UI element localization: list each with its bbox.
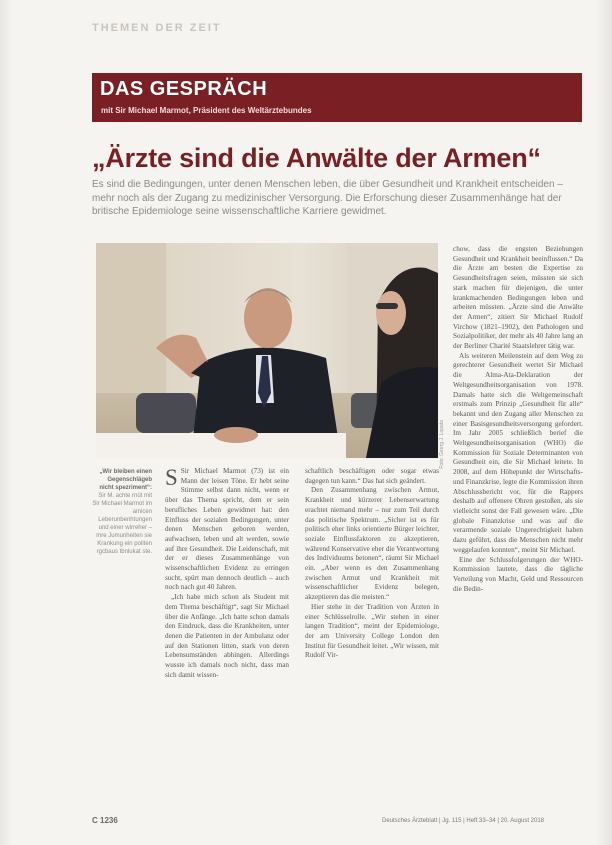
column2-paragraph: Hier stehe in der Tradition von Ärzten in einer Schlüsselrolle. „Wir stehen in einer langen Tradition“, meint der Epidemiologe, der am University College London den Institut für Gesundheit leitet. „Wir wissen, mit Rudolf Vir-	[305, 602, 439, 660]
topic-subtitle: mit Sir Michael Marmot, Präsident des Weltärztebundes	[101, 106, 312, 115]
column3-paragraph: chow, dass die engsten Beziehungen Gesundheit und Krankheit beeinflussen.“ Da die Ärzte am besten die Expertise zu Gesundheitsfragen seien, müssten sie sich stark machen für diejenigen, die unter krankmachenden Bedingungen leben und arbeiten müssten. „Ärzte sind die Anwälte der Armen“, zitiert Sir Michael Rudolf Virchow (1821–1902), den Pathologen und Sozialpolitiker, der mehr als 40 Jahre lang an der Berliner Charité Staatslehrer tätig war.	[453, 245, 583, 351]
article-column-2	[305, 467, 439, 661]
column1-paragraph: S Sir Michael Marmot (73) ist ein Mann der leisen Töne. Er hebt seine Stimme selbst dann nicht, wenn er über das Thema spricht, dem er sein berufliches Leben gewidmet hat: den Einfluss der sozialen Bedingungen, unter denen Menschen geboren werden, aufwachsen, leben und alt werden, sowie auf ihre Gesundheit. Die Leidenschaft, mit der er dieses Zusammenhänge von wissenschaftlichen Evidenz zu erringen sucht, spürt man dennoch deutlich – auch noch nach gut 40 Jahren.	[165, 465, 289, 592]
lead-paragraph: Es sind die Bedingungen, unter denen Menschen leben, die über Gesundheit und Krankheit entscheiden – mehr noch als der Zugang zu medizinischer Versorgung. Die Erforschung dieser Zusammenhänge hat der britische Epidemiologe seine wissenschaftliche Karriere gewidmet.	[92, 179, 563, 217]
topic-title: DAS GESPRÄCH	[100, 78, 268, 100]
side-quote	[92, 468, 152, 556]
column1-paragraph: „Ich habe mich schon als Student mit dem Thema beschäftigt“, sagt Sir Michael über die Anfänge. „Ich hatte schon damals den Eindruck, dass die Krankheiten, unter denen die Patienten in der Ambulanz oder auf den Stationen litten, stark von deren Lebensumständen abhingen. Allerdings wusste ich damals noch nicht, dass man sich damit wissen-	[165, 593, 289, 679]
photo-credit: Foto: Georg J. Lopata	[439, 420, 445, 469]
interview-photo-image	[96, 243, 438, 458]
running-head: THEMEN DER ZEIT	[92, 22, 222, 34]
headline: „Ärzte sind die Anwälte der Armen“	[92, 143, 541, 173]
interview-photo	[96, 243, 438, 458]
topic-band	[92, 73, 582, 122]
page-number: C 1236	[92, 816, 118, 825]
issue-info: Deutsches Ärzteblatt | Jg. 115 | Heft 33–34 | 20. August 2018	[382, 818, 544, 824]
dropcap: S	[165, 465, 178, 490]
column3-paragraph: Eine der Schlussfolgerungen der WHO-Kommission lautete, dass die tägliche Verteilung von Macht, Geld und Ressourcen die Bedin-	[453, 555, 583, 593]
article-column-1	[165, 467, 289, 680]
column2-paragraph: schaftlich beschäftigen oder sogar etwas dagegen tun kann.“ Das hat sich geändert.	[305, 467, 439, 485]
side-quote-text: Sir M. achte rnüt mit Sir Michael Marmot im amicen Leberunbenhtungen und einer wirreher – mre Jumunheiten sie Krankung ein politen rgcbaus tbnlukat ste.	[92, 493, 152, 555]
side-quote-highlight: „Wir bleiben einen Gegenschlägeb nicht spezriment“:	[99, 469, 152, 491]
column3-paragraph: Als weiteren Meilenstein auf dem Weg zu gerechterer Gesundheit wertet Sir Michael die Alma-Ata-Deklaration der Weltgesundheitsorganisation von 1978. Damals hatte sich die Weltgemeinschaft erstmals zum Prinzip „Gesundheit für alle“ bekannt und den Zugang aller Menschen zu einer Basisgesundheitsversorgung gefordert. Im Jahr 2005 schließlich berief die Weltgesundheitsorganisation (WHO) die Kommission für Soziale Determinanten von Gesundheit ein, die Sir Michael leitete. In 2008, auf dem Höhepunkt der Wirtschafts- und Finanzkrise, legte die Kommission ihren Abschlussbericht vor, für die Rappers deshalb auf offenere Ohren gestoßen, als sie vielleicht sonst der Fall gewesen wäre. „Die globale Finanzkrise und was auf die verarmende soziale Ungerechtigkeit haben dazu geführt, dass die Menschen nicht mehr weggelaufen konnten“, meint Sir Michael.	[453, 351, 583, 554]
article-column-3	[453, 245, 583, 594]
column2-paragraph: Den Zusammenhang zwischen Armut, Krankheit und kürzerer Lebenserwartung erachtet niemand mehr – nur zum Teil durch das politische Spektrum. „Sicher ist es für politisch eher links orientierte Bürger leichter, soziale Einflussfaktoren zu akzeptieren, während Konservative eher die Verantwortung des Individuums betonen“, räumt Sir Michael ein. „Aber wenn es den Zusammenhang zwischen Armut und Krankheit mit wissenschaftlicher Evidenz belegen, akzeptieren das die meisten.“	[305, 486, 439, 602]
